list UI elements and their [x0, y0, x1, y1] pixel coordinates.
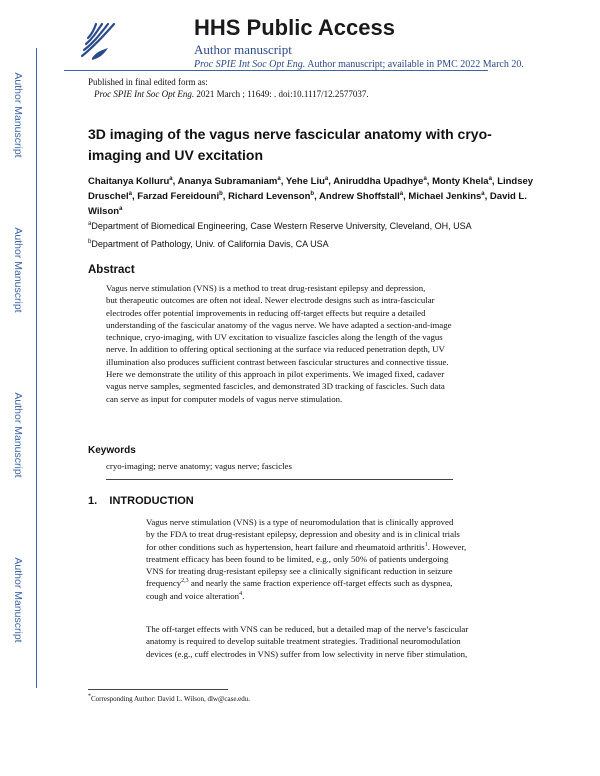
abstract-line: illumination also produces sufficient contrast between fascicular structures and connective tissue. [106, 356, 449, 367]
keywords-list: cryo-imaging; nerve anatomy; vagus nerve; fascicles [106, 461, 292, 471]
side-label: Author Manuscript [12, 72, 24, 158]
journal-availability [194, 59, 524, 70]
author-name: Aniruddha Upadhye$^a$ [333, 175, 427, 187]
citation-journal: Proc SPIE Int Soc Opt Eng. [94, 89, 195, 99]
keywords-rule [106, 479, 453, 480]
author-affiliation-mark: a [481, 190, 485, 197]
sidebar-rule [36, 48, 37, 688]
published-info [88, 76, 369, 100]
author-name: Monty Khela$^a$ [432, 175, 492, 187]
abstract-line: Vagus nerve stimulation (VNS) is a method to treat drug-resistant epilepsy and depression, [106, 283, 426, 293]
side-label: Author Manuscript [12, 392, 24, 478]
author-list: Chaitanya Kolluru$^a$, Ananya Subramaniam$^a$, Yehe Liu$^a$, Aniruddha Upadhye$^a$, Monty Khela$^a$, Lindsey Druschel$^a$, Farzad Fereidouni$^b$, Richard Levenson$^b$, Andrew Shoffstall$^a$, Michael Jenkins$^a$, David L. Wilson$^a$ [88, 175, 534, 217]
author-name: Richard Levenson$^b$ [228, 190, 315, 202]
paragraph-line: cough and voice alteration$^4$. [146, 590, 245, 601]
paragraph-line: devices (e.g., cuff electrodes in VNS) suffer from low selectivity in nerve fiber stimulation, [146, 648, 468, 659]
corresponding-author-footnote: *Corresponding Author: David L. Wilson, dlw@case.edu. [88, 693, 251, 703]
abstract-line: vagus nerve samples, segmented fascicles, and demonstrated 3D tracking of fascicles. Such data [106, 381, 445, 392]
header-rule [64, 70, 488, 71]
author-name: Ananya Subramaniam$^a$ [177, 175, 281, 187]
author-name: Chaitanya Kolluru$^a$ [88, 175, 173, 187]
published-label: Published in final edited form as: [88, 77, 208, 87]
author-affiliation-mark: a [277, 175, 281, 182]
hhs-header [64, 12, 584, 68]
abstract-line: understanding of the fascicular anatomy of the vagus nerve. We have adapted a section-and-image [106, 319, 452, 330]
author-name: Farzad Fereidouni$^b$ [137, 190, 223, 202]
side-label: Author Manuscript [12, 557, 24, 643]
author-affiliation-mark: a [128, 190, 132, 197]
paragraph-line: for other conditions such as hypertension, heart failure and rheumatoid arthritis$^1$. However, [146, 541, 467, 552]
citation [88, 88, 369, 100]
author-affiliation-mark: a [488, 175, 492, 182]
abstract-line: technique, cryo-imaging, with UV excitation to visualize fascicles along the length of the vagus [106, 332, 443, 343]
paragraph-line: frequency$^{2,3}$ and nearly the same fraction experience off-target effects such as dyspnea, [146, 578, 453, 589]
author-affiliation-mark: a [169, 175, 173, 182]
abstract-line: electrodes offer potential improvements in reducing off-target effects but require a detailed [106, 307, 426, 318]
author-name: Michael Jenkins$^a$ [408, 190, 485, 202]
intro-paragraph-2 [146, 623, 521, 660]
citation-ref: 1 [424, 541, 428, 548]
keywords-heading: Keywords [88, 445, 136, 456]
abstract-heading: Abstract [88, 264, 135, 276]
paragraph-line: The off-target effects with VNS can be reduced, but a detailed map of the nerve’s fascicular [146, 624, 469, 634]
hhs-eagle-logo-icon [78, 18, 118, 64]
article-title: 3D imaging of the vagus nerve fascicular anatomy with cryo-imaging and UV excitation [88, 126, 492, 163]
footnote-rule [88, 689, 228, 690]
author-name: Lindsey Druschel$^a$ [88, 176, 534, 202]
availability-text: Author manuscript; available in PMC 2022 March 20. [307, 59, 524, 70]
author-name: Andrew Shoffstall$^a$ [319, 190, 404, 202]
affiliation-b: $^b$Department of Pathology, Univ. of California Davis, CA USA [88, 239, 329, 249]
paragraph-line: by the FDA to treat drug-resistant epilepsy, depression and obesity and is in clinical trials [146, 529, 460, 540]
citation-ref: 4 [239, 590, 243, 597]
side-label: Author Manuscript [12, 227, 24, 313]
author-affiliation-mark: b [310, 190, 315, 197]
journal-name: Proc SPIE Int Soc Opt Eng. [194, 59, 306, 70]
author-affiliation-mark: a [119, 205, 123, 212]
author-affiliation-mark: a [399, 190, 404, 197]
abstract-line: but therapeutic outcomes are often not ideal. Newer electrode designs such as intra-fascicular [106, 295, 435, 306]
paragraph-line: anatomy is required to develop suitable treatment strategies. Traditional neuromodulation [146, 636, 461, 647]
hhs-title: HHS Public Access [194, 15, 395, 40]
section-heading-introduction: 1. INTRODUCTION [88, 495, 194, 507]
manuscript-type: Author manuscript [194, 42, 292, 57]
abstract-line: can serve as input for computer models of vagus nerve stimulation. [106, 393, 343, 404]
author-name: Yehe Liu$^a$ [285, 175, 329, 187]
author-affiliation-mark: a [423, 175, 427, 182]
affiliation-a: $^a$Department of Biomedical Engineering, Case Western Reserve University, Cleveland, OH, USA [88, 221, 472, 231]
author-name: David L. Wilson$^a$ [88, 191, 527, 217]
citation-ref: 2,3 [181, 578, 189, 585]
paragraph-line: treatment efficacy has been found to be limited, e.g., only 50% of patients undergoing [146, 553, 449, 564]
abstract-line: Here we demonstrate the utility of this approach in pilot experiments. We imaged fixed, cadaver [106, 369, 445, 380]
paragraph-line: Vagus nerve stimulation (VNS) is a type of neuromodulation that is clinically approved [146, 517, 454, 527]
author-affiliation-mark: a [324, 175, 329, 182]
author-manuscript-sidebar [0, 0, 40, 776]
paragraph-line: VNS for treating drug-resistant epilepsy see a clinically significant reduction in seizure [146, 566, 453, 577]
abstract-line: nerve. In addition to offering optical sectioning at the surface via reduced penetration depth, UV [106, 344, 445, 355]
citation-details: 2021 March ; 11649: . doi:10.1117/12.2577037. [196, 89, 369, 99]
author-affiliation-mark: b [219, 190, 223, 197]
abstract-body [106, 282, 481, 405]
intro-paragraph-1 [146, 516, 521, 602]
